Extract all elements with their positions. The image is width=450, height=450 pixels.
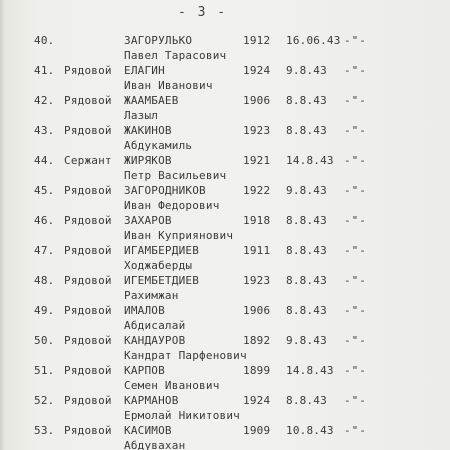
list-item bbox=[0, 364, 450, 394]
list-item bbox=[0, 94, 450, 124]
record-number: 50. bbox=[34, 334, 55, 347]
date: 8.8.43 bbox=[286, 124, 327, 137]
rank: Сержант bbox=[64, 154, 112, 167]
surname: ЖАКИНОВ bbox=[124, 124, 172, 137]
date: 14.8.43 bbox=[286, 364, 334, 377]
ditto-mark: -"- bbox=[344, 334, 367, 347]
rank: Рядовой bbox=[64, 424, 112, 437]
record-number: 51. bbox=[34, 364, 55, 377]
given-name: Семен Иванович bbox=[124, 379, 220, 392]
list-item bbox=[0, 64, 450, 94]
list-item bbox=[0, 34, 450, 64]
given-name: Кандрат Парфенович bbox=[124, 349, 247, 362]
date: 9.8.43 bbox=[286, 184, 327, 197]
surname: КАНДАУРОВ bbox=[124, 334, 186, 347]
given-name: Иван Куприянович bbox=[124, 229, 234, 242]
rank: Рядовой bbox=[64, 94, 112, 107]
rank: Рядовой bbox=[64, 274, 112, 287]
page-number: - 3 - bbox=[178, 5, 228, 20]
ditto-mark: -"- bbox=[344, 244, 367, 257]
date: 14.8.43 bbox=[286, 154, 334, 167]
given-name: Абдисалай bbox=[124, 319, 186, 332]
record-number: 44. bbox=[34, 154, 55, 167]
ditto-mark: -"- bbox=[344, 94, 367, 107]
birth-year: 1906 bbox=[243, 304, 271, 317]
record-number: 52. bbox=[34, 394, 55, 407]
date: 8.8.43 bbox=[286, 94, 327, 107]
record-number: 43. bbox=[34, 124, 55, 137]
ditto-mark: -"- bbox=[344, 184, 367, 197]
birth-year: 1918 bbox=[243, 214, 271, 227]
given-name: Лазыл bbox=[124, 109, 159, 122]
ditto-mark: -"- bbox=[344, 304, 367, 317]
rank: Рядовой bbox=[64, 214, 112, 227]
surname: ЗАГОРОДНИКОВ bbox=[124, 184, 206, 197]
birth-year: 1909 bbox=[243, 424, 271, 437]
date: 16.06.43 bbox=[286, 34, 341, 47]
date: 8.8.43 bbox=[286, 304, 327, 317]
rank: Рядовой bbox=[64, 244, 112, 257]
list-item bbox=[0, 334, 450, 364]
list-item bbox=[0, 394, 450, 424]
surname: ИГЕМБЕТДИЕВ bbox=[124, 274, 200, 287]
record-number: 53. bbox=[34, 424, 55, 437]
rank: Рядовой bbox=[64, 184, 112, 197]
birth-year: 1912 bbox=[243, 34, 271, 47]
birth-year: 1906 bbox=[243, 94, 271, 107]
list-item bbox=[0, 184, 450, 214]
list-item bbox=[0, 124, 450, 154]
ditto-mark: -"- bbox=[344, 364, 367, 377]
surname: ИМАЛОВ bbox=[124, 304, 165, 317]
surname: КАРПОВ bbox=[124, 364, 165, 377]
given-name: Иван Иванович bbox=[124, 79, 213, 92]
ditto-mark: -"- bbox=[344, 424, 367, 437]
given-name: Рахимжан bbox=[124, 289, 179, 302]
rank: Рядовой bbox=[64, 304, 112, 317]
list-item bbox=[0, 214, 450, 244]
date: 8.8.43 bbox=[286, 394, 327, 407]
ditto-mark: -"- bbox=[344, 154, 367, 167]
birth-year: 1921 bbox=[243, 154, 271, 167]
date: 8.8.43 bbox=[286, 244, 327, 257]
given-name: Ермолай Никитович bbox=[124, 409, 240, 422]
rank: Рядовой bbox=[64, 64, 112, 77]
ditto-mark: -"- bbox=[344, 64, 367, 77]
surname: КАРМАНОВ bbox=[124, 394, 179, 407]
surname: ЖИРЯКОВ bbox=[124, 154, 172, 167]
list-item bbox=[0, 154, 450, 184]
given-name: Иван Федорович bbox=[124, 199, 220, 212]
record-number: 42. bbox=[34, 94, 55, 107]
birth-year: 1899 bbox=[243, 364, 271, 377]
list-item bbox=[0, 244, 450, 274]
record-number: 45. bbox=[34, 184, 55, 197]
given-name: Абдувахан bbox=[124, 439, 186, 450]
date: 10.8.43 bbox=[286, 424, 334, 437]
record-number: 47. bbox=[34, 244, 55, 257]
birth-year: 1923 bbox=[243, 274, 271, 287]
date: 9.8.43 bbox=[286, 334, 327, 347]
birth-year: 1892 bbox=[243, 334, 271, 347]
given-name: Петр Васильевич bbox=[124, 169, 227, 182]
surname: ИГАМБЕРДИЕВ bbox=[124, 244, 200, 257]
given-name: Павел Тарасович bbox=[124, 49, 227, 62]
record-number: 41. bbox=[34, 64, 55, 77]
rank: Рядовой bbox=[64, 124, 112, 137]
rank: Рядовой bbox=[64, 394, 112, 407]
birth-year: 1924 bbox=[243, 394, 271, 407]
list-item bbox=[0, 304, 450, 334]
ditto-mark: -"- bbox=[344, 214, 367, 227]
ditto-mark: -"- bbox=[344, 34, 367, 47]
birth-year: 1922 bbox=[243, 184, 271, 197]
record-number: 40. bbox=[34, 34, 55, 47]
record-number: 49. bbox=[34, 304, 55, 317]
birth-year: 1923 bbox=[243, 124, 271, 137]
record-number: 48. bbox=[34, 274, 55, 287]
date: 8.8.43 bbox=[286, 214, 327, 227]
surname: ЖААМБАЕВ bbox=[124, 94, 179, 107]
ditto-mark: -"- bbox=[344, 124, 367, 137]
surname: ЕЛАГИН bbox=[124, 64, 165, 77]
birth-year: 1911 bbox=[243, 244, 271, 257]
surname: КАСИМОВ bbox=[124, 424, 172, 437]
birth-year: 1924 bbox=[243, 64, 271, 77]
rank: Рядовой bbox=[64, 364, 112, 377]
surname: ЗАХАРОВ bbox=[124, 214, 172, 227]
given-name: Ходжаберды bbox=[124, 259, 193, 272]
ditto-mark: -"- bbox=[344, 274, 367, 287]
rank: Рядовой bbox=[64, 334, 112, 347]
list-item bbox=[0, 274, 450, 304]
surname: ЗАГОРУЛЬКО bbox=[124, 34, 193, 47]
given-name: Абдукамиль bbox=[124, 139, 193, 152]
date: 9.8.43 bbox=[286, 64, 327, 77]
record-number: 46. bbox=[34, 214, 55, 227]
list-item bbox=[0, 424, 450, 450]
ditto-mark: -"- bbox=[344, 394, 367, 407]
date: 8.8.43 bbox=[286, 274, 327, 287]
